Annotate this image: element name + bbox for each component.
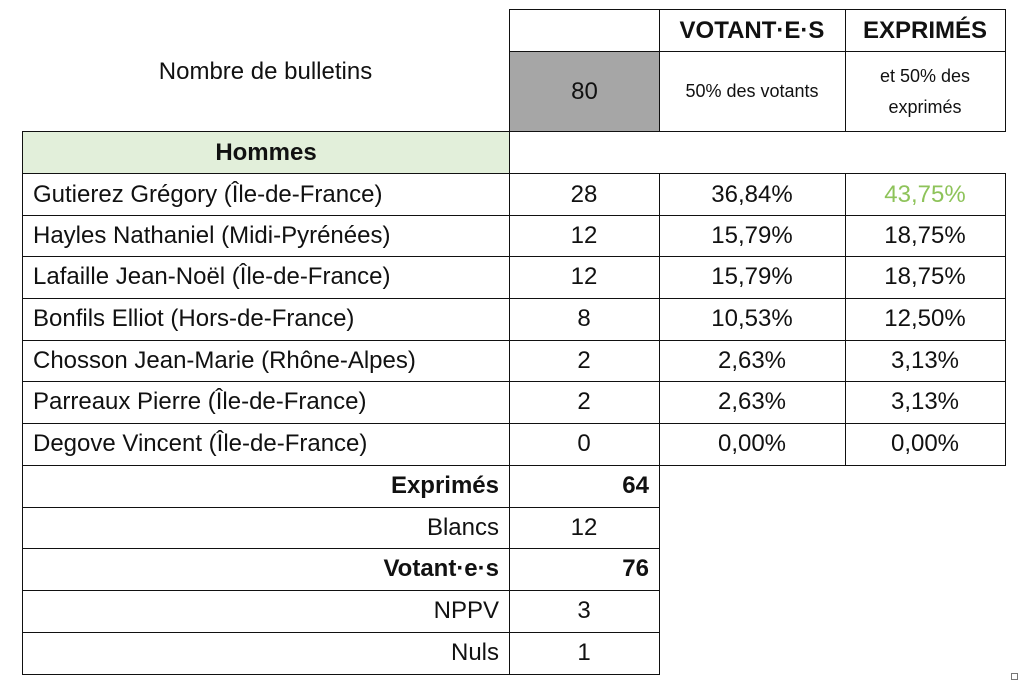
summary-value-blancs: 12 (509, 507, 660, 549)
candidate-votes: 0 (509, 423, 660, 466)
bulletins-label: Nombre de bulletins (158, 58, 373, 86)
summary-value-votants: 76 (509, 548, 660, 591)
summary-value-nuls: 1 (509, 632, 660, 675)
candidate-pct-exprimes: 3,13% (845, 381, 1006, 424)
header-empty-cell (509, 9, 660, 52)
summary-value-nppv: 3 (509, 590, 660, 633)
summary-label-exprimes: Exprimés (22, 465, 510, 508)
summary-label-blancs: Blancs (22, 507, 510, 549)
candidate-pct-exprimes: 12,50% (845, 298, 1006, 341)
resize-handle-icon[interactable] (1011, 673, 1018, 680)
candidate-votes: 28 (509, 173, 660, 216)
candidate-pct-votants: 36,84% (659, 173, 846, 216)
candidate-pct-votants: 0,00% (659, 423, 846, 466)
candidate-name: Gutierez Grégory (Île-de-France) (22, 173, 510, 216)
candidate-votes: 2 (509, 340, 660, 382)
candidate-votes: 8 (509, 298, 660, 341)
candidate-votes: 12 (509, 256, 660, 299)
candidate-name: Degove Vincent (Île-de-France) (22, 423, 510, 466)
summary-label-nuls: Nuls (22, 632, 510, 675)
exprimes-note: et 50% des exprimés (845, 51, 1006, 132)
summary-value-exprimes: 64 (509, 465, 660, 508)
candidate-pct-exprimes: 18,75% (845, 256, 1006, 299)
candidate-pct-votants: 2,63% (659, 340, 846, 382)
summary-label-nppv: NPPV (22, 590, 510, 633)
candidate-pct-exprimes: 43,75% (845, 173, 1006, 216)
candidate-pct-exprimes: 0,00% (845, 423, 1006, 466)
candidate-name: Hayles Nathaniel (Midi-Pyrénées) (22, 215, 510, 257)
candidate-name: Chosson Jean-Marie (Rhône-Alpes) (22, 340, 510, 382)
votants-header: VOTANT·E·S (659, 9, 846, 52)
candidate-votes: 12 (509, 215, 660, 257)
candidate-name: Parreaux Pierre (Île-de-France) (22, 381, 510, 424)
candidate-pct-exprimes: 18,75% (845, 215, 1006, 257)
votants-note: 50% des votants (659, 51, 846, 132)
bulletins-value: 80 (509, 51, 660, 132)
candidate-pct-votants: 15,79% (659, 256, 846, 299)
candidate-votes: 2 (509, 381, 660, 424)
candidate-name: Lafaille Jean-Noël (Île-de-France) (22, 256, 510, 299)
section-title: Hommes (22, 131, 510, 174)
summary-label-votants: Votant·e·s (22, 548, 510, 591)
candidate-name: Bonfils Elliot (Hors-de-France) (22, 298, 510, 341)
exprimes-header: EXPRIMÉS (845, 9, 1006, 52)
candidate-pct-votants: 2,63% (659, 381, 846, 424)
candidate-pct-votants: 15,79% (659, 215, 846, 257)
candidate-pct-exprimes: 3,13% (845, 340, 1006, 382)
candidate-pct-votants: 10,53% (659, 298, 846, 341)
